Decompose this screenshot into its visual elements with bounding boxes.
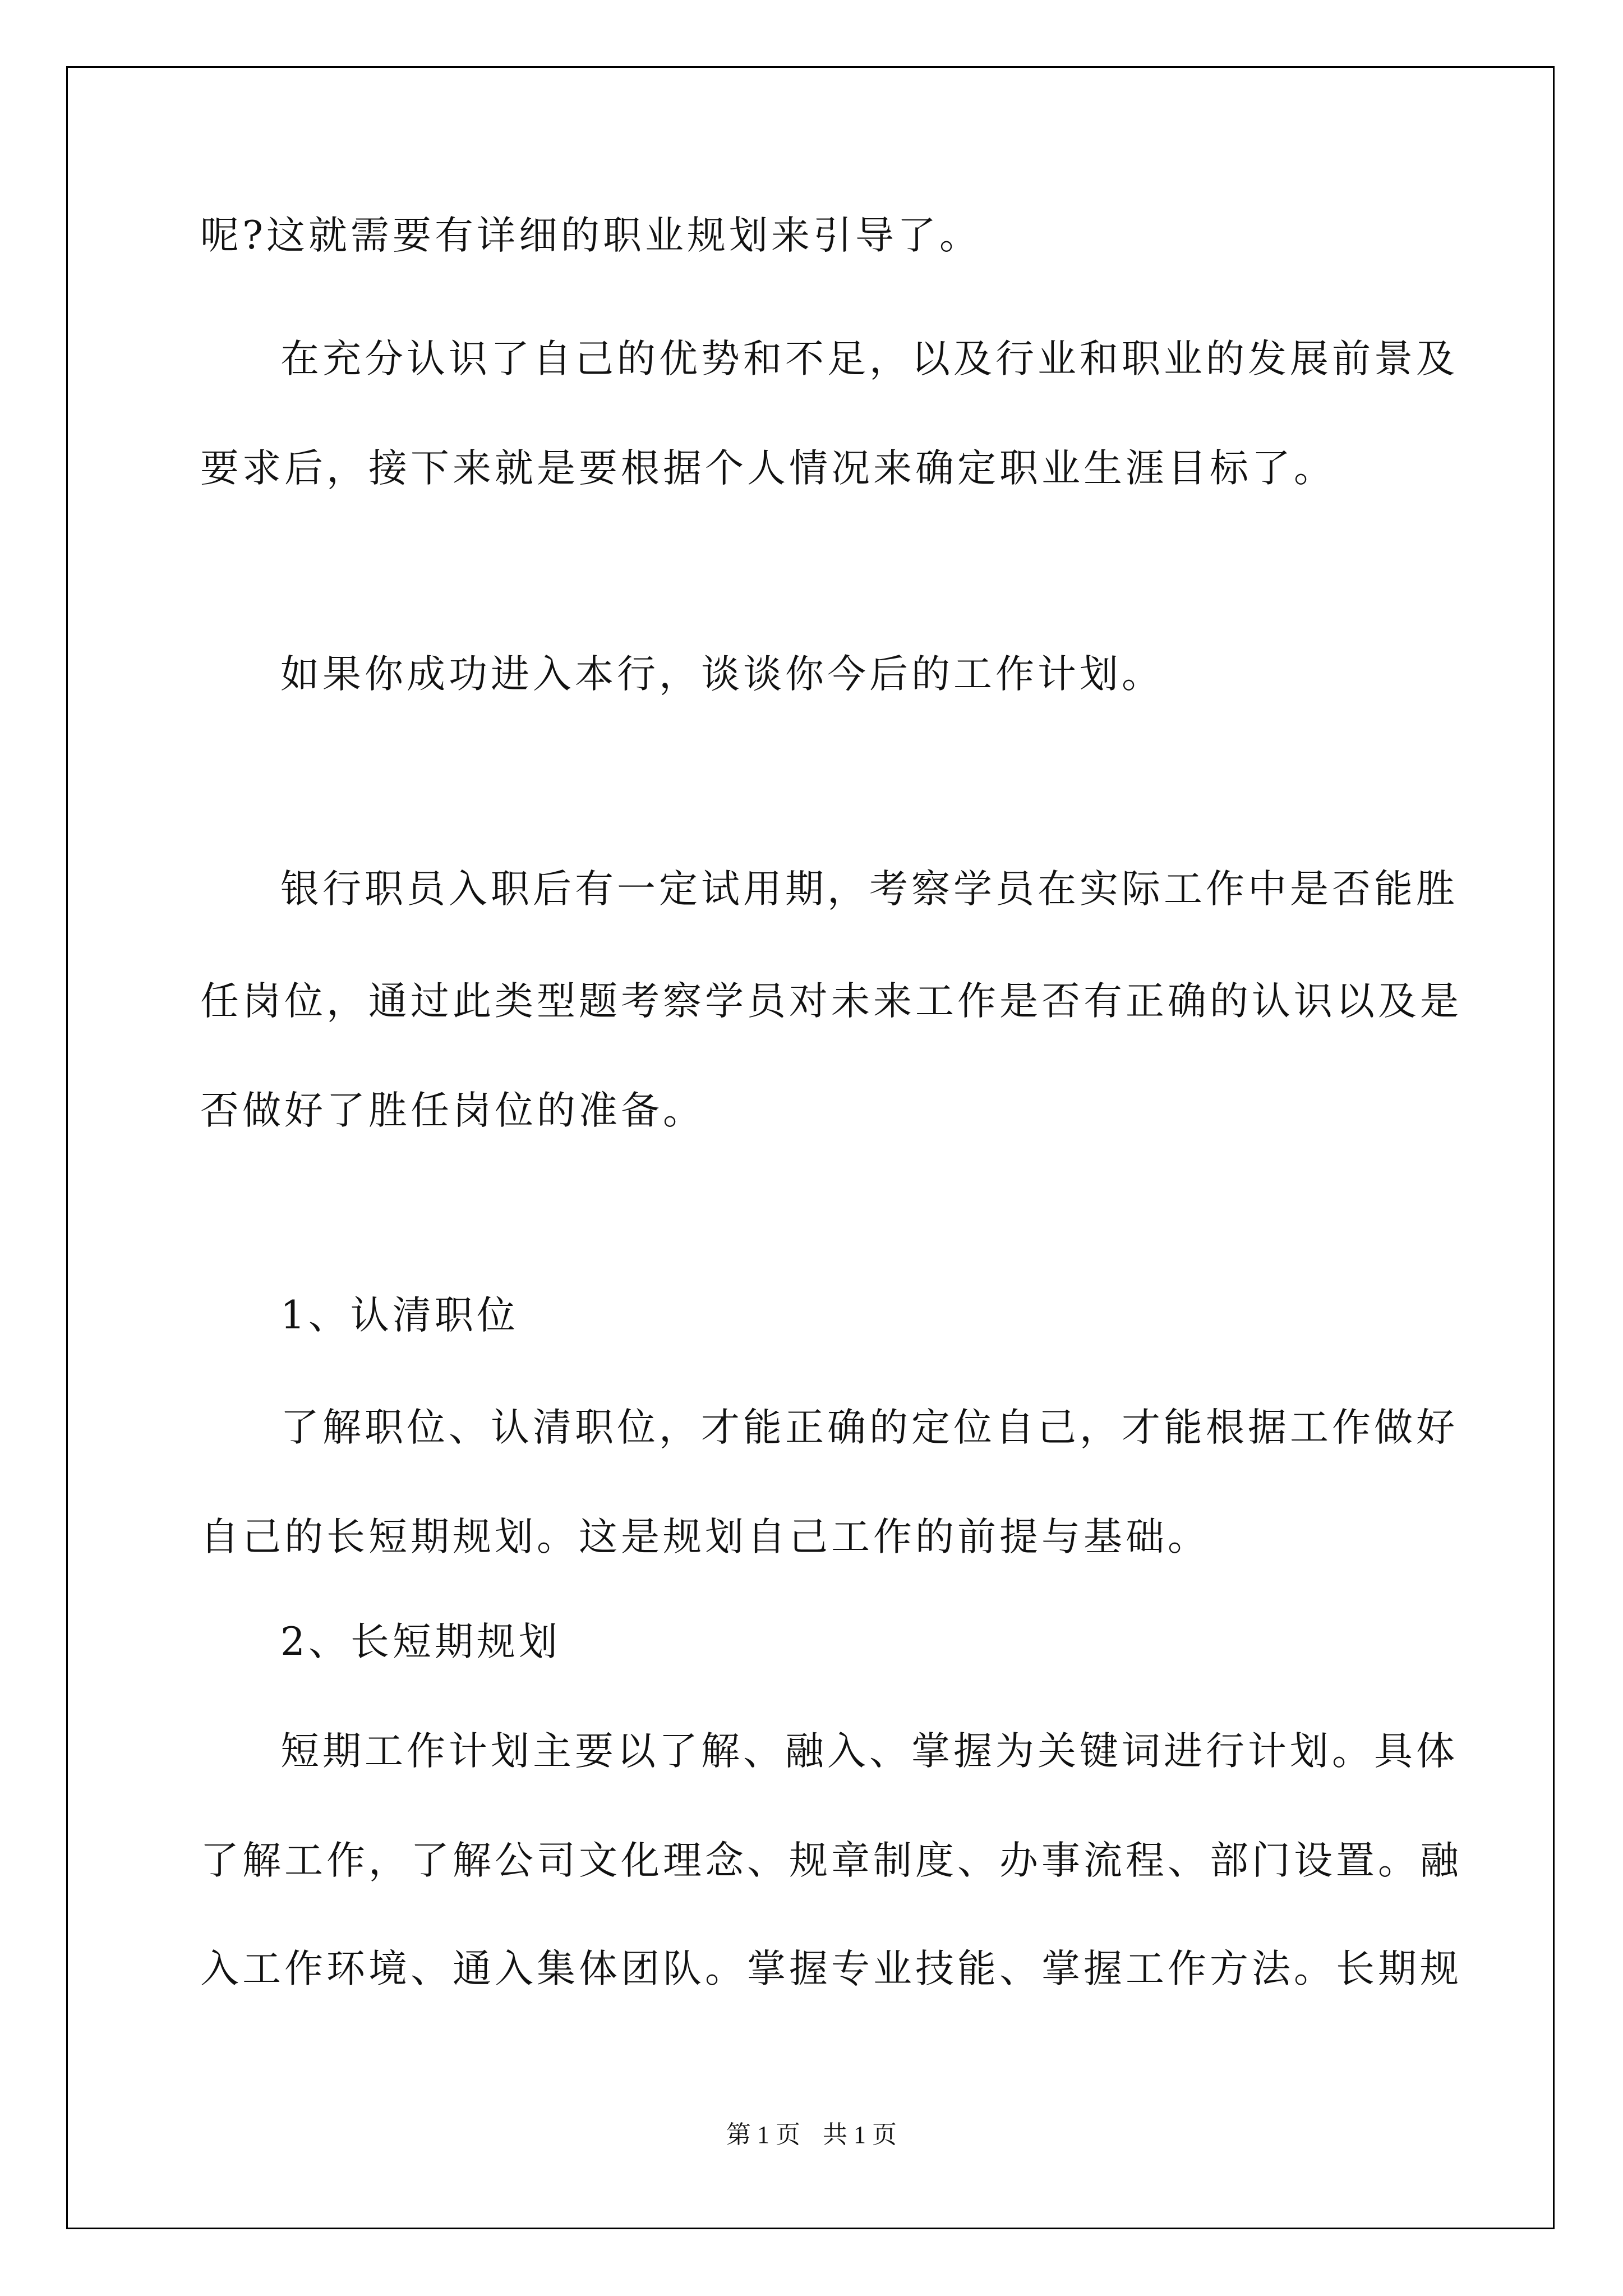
text-line-2: 在充分认识了自己的优势和不足，以及行业和职业的发展前景及	[280, 337, 1458, 381]
text-line-10: 自己的长短期规划。这是规划自己工作的前提与基础。	[200, 1515, 1210, 1559]
text-line-3: 要求后，接下来就是要根据个人情况来确定职业生涯目标了。	[200, 446, 1336, 491]
text-line-11: 2、长短期规划	[280, 1619, 561, 1664]
page-border	[66, 66, 1555, 2229]
text-line-14: 入工作环境、通入集体团队。掌握专业技能、掌握工作方法。长期规	[200, 1947, 1462, 1991]
text-line-8: 1、认清职位	[280, 1293, 519, 1338]
text-line-5: 银行职员入职后有一定试用期，考察学员在实际工作中是否能胜	[280, 867, 1458, 912]
text-line-7: 否做好了胜任岗位的准备。	[200, 1088, 705, 1133]
text-line-9: 了解职位、认清职位，才能正确的定位自己，才能根据工作做好	[280, 1405, 1458, 1450]
text-line-4: 如果你成功进入本行，谈谈你今后的工作计划。	[280, 652, 1164, 697]
text-line-12: 短期工作计划主要以了解、融入、掌握为关键词进行计划。具体	[280, 1729, 1458, 1774]
page-number: 第 1 页	[726, 2121, 800, 2148]
page-total: 共 1 页	[823, 2121, 897, 2148]
text-line-6: 任岗位，通过此类型题考察学员对未来工作是否有正确的认识以及是	[200, 979, 1462, 1024]
page-footer	[0, 2119, 1623, 2151]
text-line-1: 呢?这就需要有详细的职业规划来引导了。	[200, 213, 981, 258]
text-line-13: 了解工作，了解公司文化理念、规章制度、办事流程、部门设置。融	[200, 1838, 1462, 1883]
